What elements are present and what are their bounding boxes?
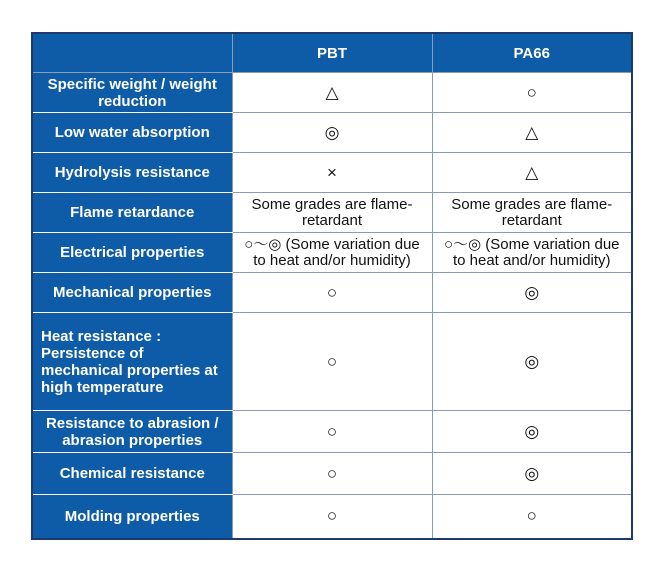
header-corner xyxy=(32,33,232,73)
pa66-value: ○ xyxy=(432,495,632,539)
table-row xyxy=(32,113,632,153)
pbt-value: △ xyxy=(232,73,432,113)
table-row xyxy=(32,495,632,539)
row-label: Flame retardance xyxy=(32,193,232,233)
table-row xyxy=(32,411,632,453)
header-pa66: PA66 xyxy=(432,33,632,73)
pbt-value: ○ xyxy=(232,273,432,313)
row-label: Specific weight / weight reduction xyxy=(32,73,232,113)
row-label: Resistance to abrasion / abrasion properties xyxy=(32,411,232,453)
header-pbt: PBT xyxy=(232,33,432,73)
comparison-table xyxy=(31,32,633,540)
pa66-value: ◎ xyxy=(432,411,632,453)
table-row xyxy=(32,193,632,233)
row-label: Electrical properties xyxy=(32,233,232,273)
table-row xyxy=(32,453,632,495)
table-row xyxy=(32,153,632,193)
pa66-value: ○〜◎ (Some variation due to heat and/or humidity) xyxy=(432,233,632,273)
pbt-value: ○ xyxy=(232,495,432,539)
pbt-value: ○〜◎ (Some variation due to heat and/or humidity) xyxy=(232,233,432,273)
row-label: Molding properties xyxy=(32,495,232,539)
pbt-value: ◎ xyxy=(232,113,432,153)
table-row xyxy=(32,313,632,411)
pa66-value: △ xyxy=(432,153,632,193)
row-label: Chemical resistance xyxy=(32,453,232,495)
row-label: Mechanical properties xyxy=(32,273,232,313)
pbt-value: ○ xyxy=(232,453,432,495)
pbt-value: ○ xyxy=(232,313,432,411)
pa66-value: ○ xyxy=(432,73,632,113)
table-row xyxy=(32,233,632,273)
pa66-value: △ xyxy=(432,113,632,153)
pbt-value: ○ xyxy=(232,411,432,453)
row-label: Hydrolysis resistance xyxy=(32,153,232,193)
table-row xyxy=(32,273,632,313)
pbt-value: Some grades are flame-retardant xyxy=(232,193,432,233)
row-label: Heat resistance : Persistence of mechanical properties at high temperature xyxy=(32,313,232,411)
pa66-value: ◎ xyxy=(432,273,632,313)
pa66-value: Some grades are flame-retardant xyxy=(432,193,632,233)
pa66-value: ◎ xyxy=(432,453,632,495)
pa66-value: ◎ xyxy=(432,313,632,411)
pbt-value: × xyxy=(232,153,432,193)
header-row xyxy=(32,33,632,73)
table-row xyxy=(32,73,632,113)
row-label: Low water absorption xyxy=(32,113,232,153)
